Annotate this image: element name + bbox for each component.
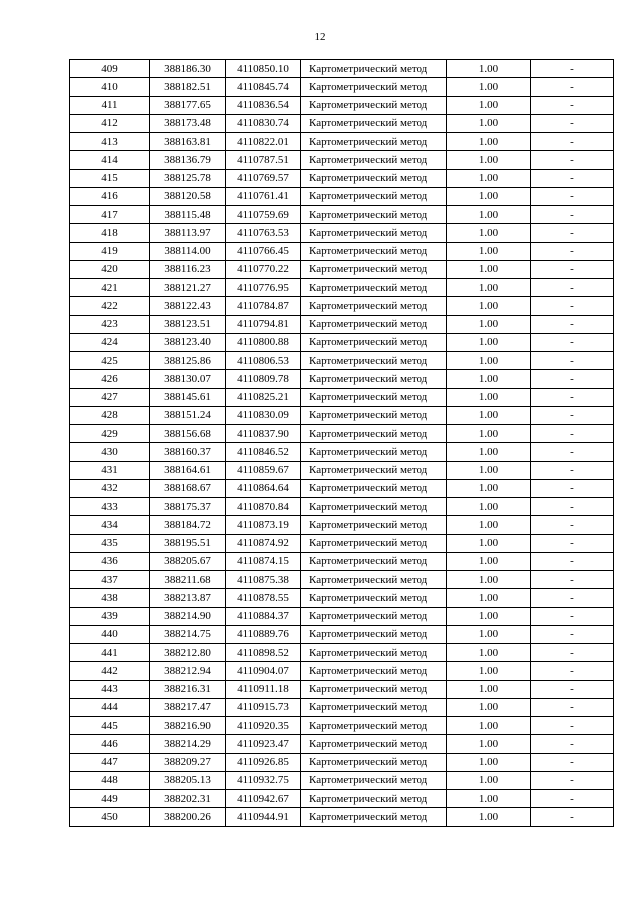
point-number-cell: 440 <box>70 625 150 643</box>
x-coordinate-cell: 388195.51 <box>150 534 226 552</box>
method-cell: Картометрический метод <box>301 151 447 169</box>
notes-cell: - <box>531 114 614 132</box>
y-coordinate-cell: 4110859.67 <box>226 461 301 479</box>
accuracy-cell: 1.00 <box>447 352 531 370</box>
accuracy-cell: 1.00 <box>447 370 531 388</box>
method-cell: Картометрический метод <box>301 406 447 424</box>
table-row <box>70 60 614 78</box>
table-row <box>70 96 614 114</box>
method-cell: Картометрический метод <box>301 607 447 625</box>
y-coordinate-cell: 4110915.73 <box>226 698 301 716</box>
method-cell: Картометрический метод <box>301 425 447 443</box>
y-coordinate-cell: 4110845.74 <box>226 78 301 96</box>
table-row <box>70 534 614 552</box>
accuracy-cell: 1.00 <box>447 315 531 333</box>
y-coordinate-cell: 4110776.95 <box>226 279 301 297</box>
table-row <box>70 571 614 589</box>
x-coordinate-cell: 388123.40 <box>150 333 226 351</box>
point-number-cell: 419 <box>70 242 150 260</box>
y-coordinate-cell: 4110800.88 <box>226 333 301 351</box>
x-coordinate-cell: 388216.31 <box>150 680 226 698</box>
y-coordinate-cell: 4110822.01 <box>226 133 301 151</box>
point-number-cell: 420 <box>70 260 150 278</box>
table-row <box>70 607 614 625</box>
y-coordinate-cell: 4110874.15 <box>226 552 301 570</box>
table-row <box>70 680 614 698</box>
method-cell: Картометрический метод <box>301 114 447 132</box>
notes-cell: - <box>531 60 614 78</box>
method-cell: Картометрический метод <box>301 242 447 260</box>
notes-cell: - <box>531 96 614 114</box>
method-cell: Картометрический метод <box>301 297 447 315</box>
x-coordinate-cell: 388184.72 <box>150 516 226 534</box>
y-coordinate-cell: 4110766.45 <box>226 242 301 260</box>
accuracy-cell: 1.00 <box>447 461 531 479</box>
point-number-cell: 417 <box>70 206 150 224</box>
notes-cell: - <box>531 133 614 151</box>
x-coordinate-cell: 388122.43 <box>150 297 226 315</box>
notes-cell: - <box>531 242 614 260</box>
y-coordinate-cell: 4110850.10 <box>226 60 301 78</box>
point-number-cell: 430 <box>70 443 150 461</box>
y-coordinate-cell: 4110770.22 <box>226 260 301 278</box>
method-cell: Картометрический метод <box>301 717 447 735</box>
table-row <box>70 552 614 570</box>
point-number-cell: 445 <box>70 717 150 735</box>
accuracy-cell: 1.00 <box>447 735 531 753</box>
y-coordinate-cell: 4110920.35 <box>226 717 301 735</box>
table-row <box>70 753 614 771</box>
y-coordinate-cell: 4110870.84 <box>226 498 301 516</box>
table-row <box>70 406 614 424</box>
point-number-cell: 414 <box>70 151 150 169</box>
x-coordinate-cell: 388212.80 <box>150 644 226 662</box>
accuracy-cell: 1.00 <box>447 589 531 607</box>
method-cell: Картометрический метод <box>301 370 447 388</box>
x-coordinate-cell: 388125.78 <box>150 169 226 187</box>
table-row <box>70 589 614 607</box>
point-number-cell: 434 <box>70 516 150 534</box>
notes-cell: - <box>531 370 614 388</box>
method-cell: Картометрический метод <box>301 279 447 297</box>
accuracy-cell: 1.00 <box>447 443 531 461</box>
y-coordinate-cell: 4110874.92 <box>226 534 301 552</box>
y-coordinate-cell: 4110787.51 <box>226 151 301 169</box>
notes-cell: - <box>531 771 614 789</box>
accuracy-cell: 1.00 <box>447 516 531 534</box>
notes-cell: - <box>531 224 614 242</box>
accuracy-cell: 1.00 <box>447 388 531 406</box>
method-cell: Картометрический метод <box>301 534 447 552</box>
method-cell: Картометрический метод <box>301 753 447 771</box>
point-number-cell: 446 <box>70 735 150 753</box>
method-cell: Картометрический метод <box>301 352 447 370</box>
page-number: 12 <box>314 31 326 43</box>
notes-cell: - <box>531 151 614 169</box>
point-number-cell: 427 <box>70 388 150 406</box>
y-coordinate-cell: 4110942.67 <box>226 790 301 808</box>
table-row <box>70 644 614 662</box>
point-number-cell: 415 <box>70 169 150 187</box>
method-cell: Картометрический метод <box>301 571 447 589</box>
notes-cell: - <box>531 571 614 589</box>
method-cell: Картометрический метод <box>301 169 447 187</box>
y-coordinate-cell: 4110932.75 <box>226 771 301 789</box>
x-coordinate-cell: 388186.30 <box>150 60 226 78</box>
point-number-cell: 421 <box>70 279 150 297</box>
point-number-cell: 436 <box>70 552 150 570</box>
x-coordinate-cell: 388123.51 <box>150 315 226 333</box>
x-coordinate-cell: 388115.48 <box>150 206 226 224</box>
table-row <box>70 808 614 826</box>
method-cell: Картометрический метод <box>301 461 447 479</box>
method-cell: Картометрический метод <box>301 516 447 534</box>
table-row <box>70 498 614 516</box>
point-number-cell: 429 <box>70 425 150 443</box>
table-row <box>70 352 614 370</box>
notes-cell: - <box>531 498 614 516</box>
x-coordinate-cell: 388130.07 <box>150 370 226 388</box>
table-row <box>70 461 614 479</box>
table-row <box>70 169 614 187</box>
method-cell: Картометрический метод <box>301 388 447 406</box>
y-coordinate-cell: 4110884.37 <box>226 607 301 625</box>
point-number-cell: 437 <box>70 571 150 589</box>
table-row <box>70 333 614 351</box>
point-number-cell: 432 <box>70 479 150 497</box>
x-coordinate-cell: 388211.68 <box>150 571 226 589</box>
method-cell: Картометрический метод <box>301 479 447 497</box>
x-coordinate-cell: 388121.27 <box>150 279 226 297</box>
point-number-cell: 425 <box>70 352 150 370</box>
x-coordinate-cell: 388114.00 <box>150 242 226 260</box>
point-number-cell: 444 <box>70 698 150 716</box>
point-number-cell: 449 <box>70 790 150 808</box>
accuracy-cell: 1.00 <box>447 717 531 735</box>
point-number-cell: 412 <box>70 114 150 132</box>
notes-cell: - <box>531 352 614 370</box>
y-coordinate-cell: 4110830.74 <box>226 114 301 132</box>
notes-cell: - <box>531 206 614 224</box>
notes-cell: - <box>531 315 614 333</box>
x-coordinate-cell: 388177.65 <box>150 96 226 114</box>
table-row <box>70 260 614 278</box>
y-coordinate-cell: 4110837.90 <box>226 425 301 443</box>
accuracy-cell: 1.00 <box>447 771 531 789</box>
x-coordinate-cell: 388200.26 <box>150 808 226 826</box>
method-cell: Картометрический метод <box>301 790 447 808</box>
notes-cell: - <box>531 187 614 205</box>
x-coordinate-cell: 388213.87 <box>150 589 226 607</box>
point-number-cell: 433 <box>70 498 150 516</box>
table-row <box>70 443 614 461</box>
point-number-cell: 428 <box>70 406 150 424</box>
y-coordinate-cell: 4110759.69 <box>226 206 301 224</box>
table-row <box>70 224 614 242</box>
accuracy-cell: 1.00 <box>447 224 531 242</box>
method-cell: Картометрический метод <box>301 60 447 78</box>
table-row <box>70 479 614 497</box>
x-coordinate-cell: 388214.90 <box>150 607 226 625</box>
notes-cell: - <box>531 461 614 479</box>
y-coordinate-cell: 4110836.54 <box>226 96 301 114</box>
notes-cell: - <box>531 260 614 278</box>
point-number-cell: 441 <box>70 644 150 662</box>
y-coordinate-cell: 4110806.53 <box>226 352 301 370</box>
x-coordinate-cell: 388120.58 <box>150 187 226 205</box>
accuracy-cell: 1.00 <box>447 790 531 808</box>
notes-cell: - <box>531 516 614 534</box>
table-row <box>70 790 614 808</box>
method-cell: Картометрический метод <box>301 133 447 151</box>
point-number-cell: 450 <box>70 808 150 826</box>
point-number-cell: 431 <box>70 461 150 479</box>
x-coordinate-cell: 388113.97 <box>150 224 226 242</box>
accuracy-cell: 1.00 <box>447 333 531 351</box>
x-coordinate-cell: 388205.13 <box>150 771 226 789</box>
notes-cell: - <box>531 479 614 497</box>
notes-cell: - <box>531 625 614 643</box>
notes-cell: - <box>531 607 614 625</box>
method-cell: Картометрический метод <box>301 333 447 351</box>
point-number-cell: 422 <box>70 297 150 315</box>
notes-cell: - <box>531 698 614 716</box>
accuracy-cell: 1.00 <box>447 425 531 443</box>
point-number-cell: 438 <box>70 589 150 607</box>
accuracy-cell: 1.00 <box>447 78 531 96</box>
table-row <box>70 78 614 96</box>
notes-cell: - <box>531 279 614 297</box>
table-row <box>70 187 614 205</box>
point-number-cell: 410 <box>70 78 150 96</box>
table-row <box>70 771 614 789</box>
accuracy-cell: 1.00 <box>447 680 531 698</box>
method-cell: Картометрический метод <box>301 808 447 826</box>
accuracy-cell: 1.00 <box>447 260 531 278</box>
point-number-cell: 439 <box>70 607 150 625</box>
accuracy-cell: 1.00 <box>447 753 531 771</box>
method-cell: Картометрический метод <box>301 224 447 242</box>
accuracy-cell: 1.00 <box>447 808 531 826</box>
accuracy-cell: 1.00 <box>447 479 531 497</box>
notes-cell: - <box>531 662 614 680</box>
method-cell: Картометрический метод <box>301 443 447 461</box>
table-row <box>70 388 614 406</box>
method-cell: Картометрический метод <box>301 187 447 205</box>
accuracy-cell: 1.00 <box>447 279 531 297</box>
x-coordinate-cell: 388217.47 <box>150 698 226 716</box>
y-coordinate-cell: 4110761.41 <box>226 187 301 205</box>
point-number-cell: 416 <box>70 187 150 205</box>
point-number-cell: 413 <box>70 133 150 151</box>
x-coordinate-cell: 388214.75 <box>150 625 226 643</box>
x-coordinate-cell: 388163.81 <box>150 133 226 151</box>
notes-cell: - <box>531 388 614 406</box>
notes-cell: - <box>531 753 614 771</box>
method-cell: Картометрический метод <box>301 498 447 516</box>
x-coordinate-cell: 388136.79 <box>150 151 226 169</box>
x-coordinate-cell: 388202.31 <box>150 790 226 808</box>
method-cell: Картометрический метод <box>301 260 447 278</box>
y-coordinate-cell: 4110846.52 <box>226 443 301 461</box>
accuracy-cell: 1.00 <box>447 625 531 643</box>
notes-cell: - <box>531 790 614 808</box>
x-coordinate-cell: 388151.24 <box>150 406 226 424</box>
notes-cell: - <box>531 534 614 552</box>
y-coordinate-cell: 4110809.78 <box>226 370 301 388</box>
accuracy-cell: 1.00 <box>447 571 531 589</box>
x-coordinate-cell: 388182.51 <box>150 78 226 96</box>
y-coordinate-cell: 4110944.91 <box>226 808 301 826</box>
method-cell: Картометрический метод <box>301 680 447 698</box>
accuracy-cell: 1.00 <box>447 114 531 132</box>
notes-cell: - <box>531 680 614 698</box>
point-number-cell: 423 <box>70 315 150 333</box>
accuracy-cell: 1.00 <box>447 534 531 552</box>
table-row <box>70 425 614 443</box>
accuracy-cell: 1.00 <box>447 406 531 424</box>
notes-cell: - <box>531 169 614 187</box>
y-coordinate-cell: 4110923.47 <box>226 735 301 753</box>
x-coordinate-cell: 388209.27 <box>150 753 226 771</box>
method-cell: Картометрический метод <box>301 644 447 662</box>
table-row <box>70 735 614 753</box>
notes-cell: - <box>531 589 614 607</box>
table-row <box>70 698 614 716</box>
table-row <box>70 279 614 297</box>
table-row <box>70 625 614 643</box>
table-row <box>70 717 614 735</box>
point-number-cell: 409 <box>70 60 150 78</box>
point-number-cell: 448 <box>70 771 150 789</box>
accuracy-cell: 1.00 <box>447 187 531 205</box>
table-row <box>70 516 614 534</box>
point-number-cell: 443 <box>70 680 150 698</box>
accuracy-cell: 1.00 <box>447 698 531 716</box>
accuracy-cell: 1.00 <box>447 297 531 315</box>
table-row <box>70 297 614 315</box>
x-coordinate-cell: 388168.67 <box>150 479 226 497</box>
x-coordinate-cell: 388175.37 <box>150 498 226 516</box>
method-cell: Картометрический метод <box>301 96 447 114</box>
x-coordinate-cell: 388205.67 <box>150 552 226 570</box>
accuracy-cell: 1.00 <box>447 133 531 151</box>
y-coordinate-cell: 4110911.18 <box>226 680 301 698</box>
point-number-cell: 447 <box>70 753 150 771</box>
table-row <box>70 206 614 224</box>
notes-cell: - <box>531 644 614 662</box>
notes-cell: - <box>531 406 614 424</box>
accuracy-cell: 1.00 <box>447 498 531 516</box>
method-cell: Картометрический метод <box>301 552 447 570</box>
method-cell: Картометрический метод <box>301 662 447 680</box>
point-number-cell: 418 <box>70 224 150 242</box>
table-row <box>70 370 614 388</box>
x-coordinate-cell: 388164.61 <box>150 461 226 479</box>
notes-cell: - <box>531 717 614 735</box>
y-coordinate-cell: 4110825.21 <box>226 388 301 406</box>
y-coordinate-cell: 4110898.52 <box>226 644 301 662</box>
y-coordinate-cell: 4110864.64 <box>226 479 301 497</box>
point-number-cell: 442 <box>70 662 150 680</box>
y-coordinate-cell: 4110926.85 <box>226 753 301 771</box>
method-cell: Картометрический метод <box>301 771 447 789</box>
notes-cell: - <box>531 333 614 351</box>
x-coordinate-cell: 388125.86 <box>150 352 226 370</box>
y-coordinate-cell: 4110873.19 <box>226 516 301 534</box>
notes-cell: - <box>531 552 614 570</box>
method-cell: Картометрический метод <box>301 315 447 333</box>
table-row <box>70 662 614 680</box>
y-coordinate-cell: 4110830.09 <box>226 406 301 424</box>
accuracy-cell: 1.00 <box>447 552 531 570</box>
point-number-cell: 435 <box>70 534 150 552</box>
method-cell: Картометрический метод <box>301 735 447 753</box>
accuracy-cell: 1.00 <box>447 96 531 114</box>
y-coordinate-cell: 4110784.87 <box>226 297 301 315</box>
notes-cell: - <box>531 297 614 315</box>
x-coordinate-cell: 388173.48 <box>150 114 226 132</box>
x-coordinate-cell: 388214.29 <box>150 735 226 753</box>
x-coordinate-cell: 388216.90 <box>150 717 226 735</box>
accuracy-cell: 1.00 <box>447 151 531 169</box>
table-row <box>70 133 614 151</box>
notes-cell: - <box>531 808 614 826</box>
coordinates-table-body <box>70 60 614 827</box>
table-row <box>70 151 614 169</box>
y-coordinate-cell: 4110794.81 <box>226 315 301 333</box>
table-row <box>70 114 614 132</box>
point-number-cell: 411 <box>70 96 150 114</box>
accuracy-cell: 1.00 <box>447 662 531 680</box>
accuracy-cell: 1.00 <box>447 206 531 224</box>
x-coordinate-cell: 388145.61 <box>150 388 226 406</box>
x-coordinate-cell: 388116.23 <box>150 260 226 278</box>
accuracy-cell: 1.00 <box>447 60 531 78</box>
accuracy-cell: 1.00 <box>447 607 531 625</box>
method-cell: Картометрический метод <box>301 206 447 224</box>
notes-cell: - <box>531 735 614 753</box>
x-coordinate-cell: 388160.37 <box>150 443 226 461</box>
method-cell: Картометрический метод <box>301 78 447 96</box>
accuracy-cell: 1.00 <box>447 644 531 662</box>
x-coordinate-cell: 388156.68 <box>150 425 226 443</box>
method-cell: Картометрический метод <box>301 698 447 716</box>
y-coordinate-cell: 4110889.76 <box>226 625 301 643</box>
method-cell: Картометрический метод <box>301 589 447 607</box>
notes-cell: - <box>531 425 614 443</box>
point-number-cell: 426 <box>70 370 150 388</box>
point-number-cell: 424 <box>70 333 150 351</box>
notes-cell: - <box>531 443 614 461</box>
y-coordinate-cell: 4110763.53 <box>226 224 301 242</box>
notes-cell: - <box>531 78 614 96</box>
table-row <box>70 315 614 333</box>
method-cell: Картометрический метод <box>301 625 447 643</box>
y-coordinate-cell: 4110878.55 <box>226 589 301 607</box>
y-coordinate-cell: 4110904.07 <box>226 662 301 680</box>
accuracy-cell: 1.00 <box>447 169 531 187</box>
coordinates-table <box>69 59 614 827</box>
accuracy-cell: 1.00 <box>447 242 531 260</box>
y-coordinate-cell: 4110875.38 <box>226 571 301 589</box>
table-row <box>70 242 614 260</box>
y-coordinate-cell: 4110769.57 <box>226 169 301 187</box>
x-coordinate-cell: 388212.94 <box>150 662 226 680</box>
